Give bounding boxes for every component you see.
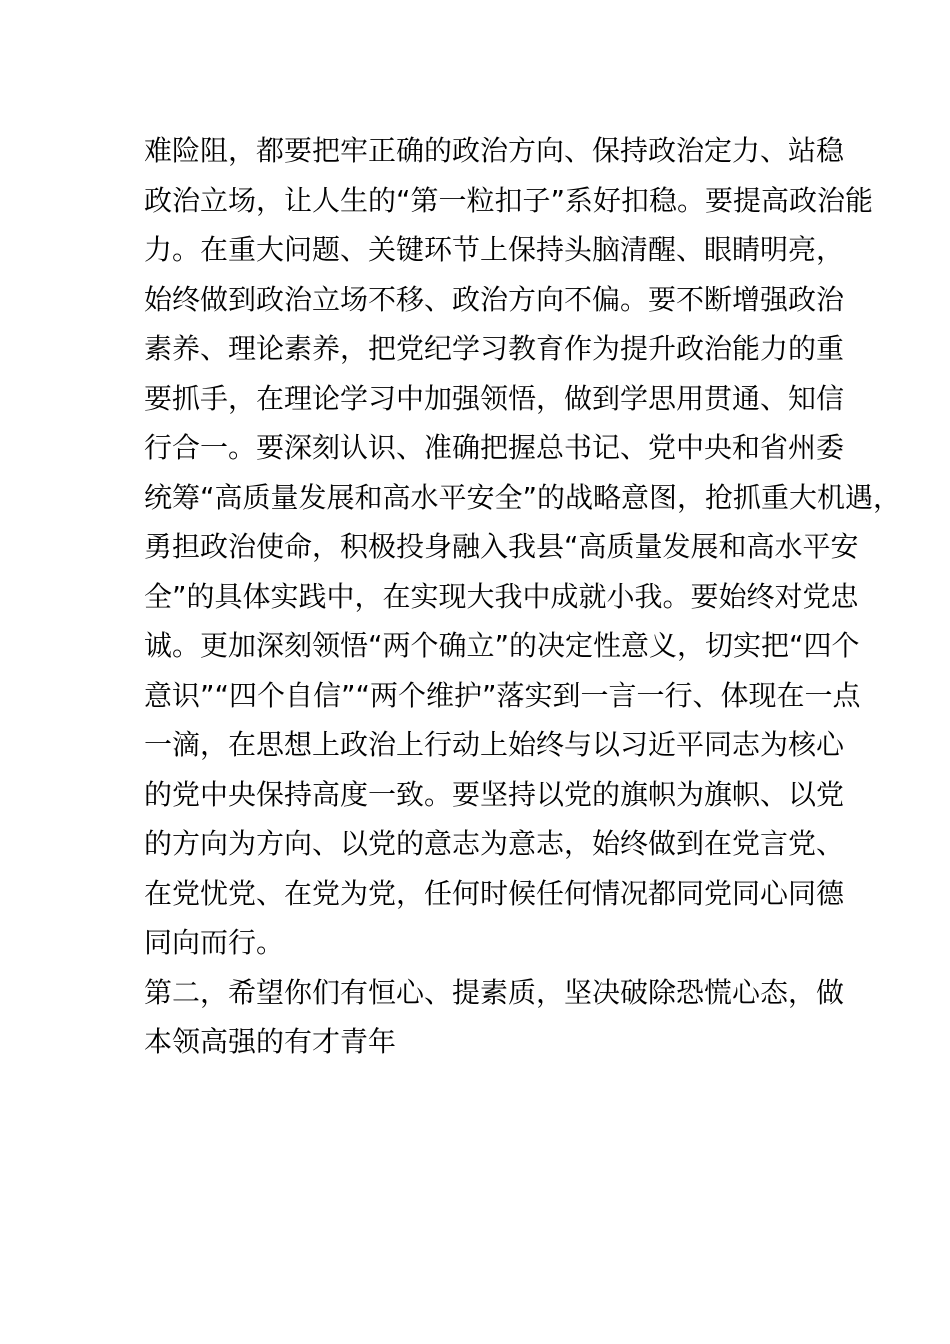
text-line: 一滴，在思想上政治上行动上始终与以习近平同志为核心 (144, 728, 845, 761)
text-line: 在党忧党、在党为党，任何时候任何情况都同党同心同德 (144, 877, 845, 910)
text-line: 政治立场，让人生的“第一粒扣子”系好扣稳。要提高政治能 (144, 184, 874, 217)
text-line: 行合一。要深刻认识、准确把握总书记、党中央和省州委 (144, 431, 845, 464)
text-line: 的党中央保持高度一致。要坚持以党的旗帜为旗帜、以党 (144, 778, 845, 811)
text-line: 全”的具体实践中，在实现大我中成就小我。要始终对党忠 (144, 580, 859, 613)
text-line: 同向而行。 (144, 926, 285, 959)
text-line: 勇担政治使命，积极投身融入我县“高质量发展和高水平安 (144, 530, 859, 563)
text-line: 力。在重大问题、关键环节上保持头脑清醒、眼睛明亮， (144, 233, 845, 266)
text-line: 意识”“四个自信”“两个维护”落实到一言一行、体现在一点 (144, 679, 861, 712)
text-line: 本领高强的有才青年 (144, 1025, 397, 1058)
text-line: 的方向为方向、以党的意志为意志，始终做到在党言党、 (144, 827, 845, 860)
text-line: 始终做到政治立场不移、政治方向不偏。要不断增强政治 (144, 283, 845, 316)
text-line: 素养、理论素养，把党纪学习教育作为提升政治能力的重 (144, 332, 845, 365)
text-line: 要抓手，在理论学习中加强领悟，做到学思用贯通、知信 (144, 382, 845, 415)
text-line: 难险阻，都要把牢正确的政治方向、保持政治定力、站稳 (144, 134, 845, 167)
text-line: 统筹“高质量发展和高水平安全”的战略意图，抢抓重大机遇， (144, 481, 902, 514)
text-line: 诚。更加深刻领悟“两个确立”的决定性意义，切实把“四个 (144, 629, 860, 662)
text-line: 第二，希望你们有恒心、提素质，坚决破除恐慌心态，做 (144, 976, 845, 1009)
